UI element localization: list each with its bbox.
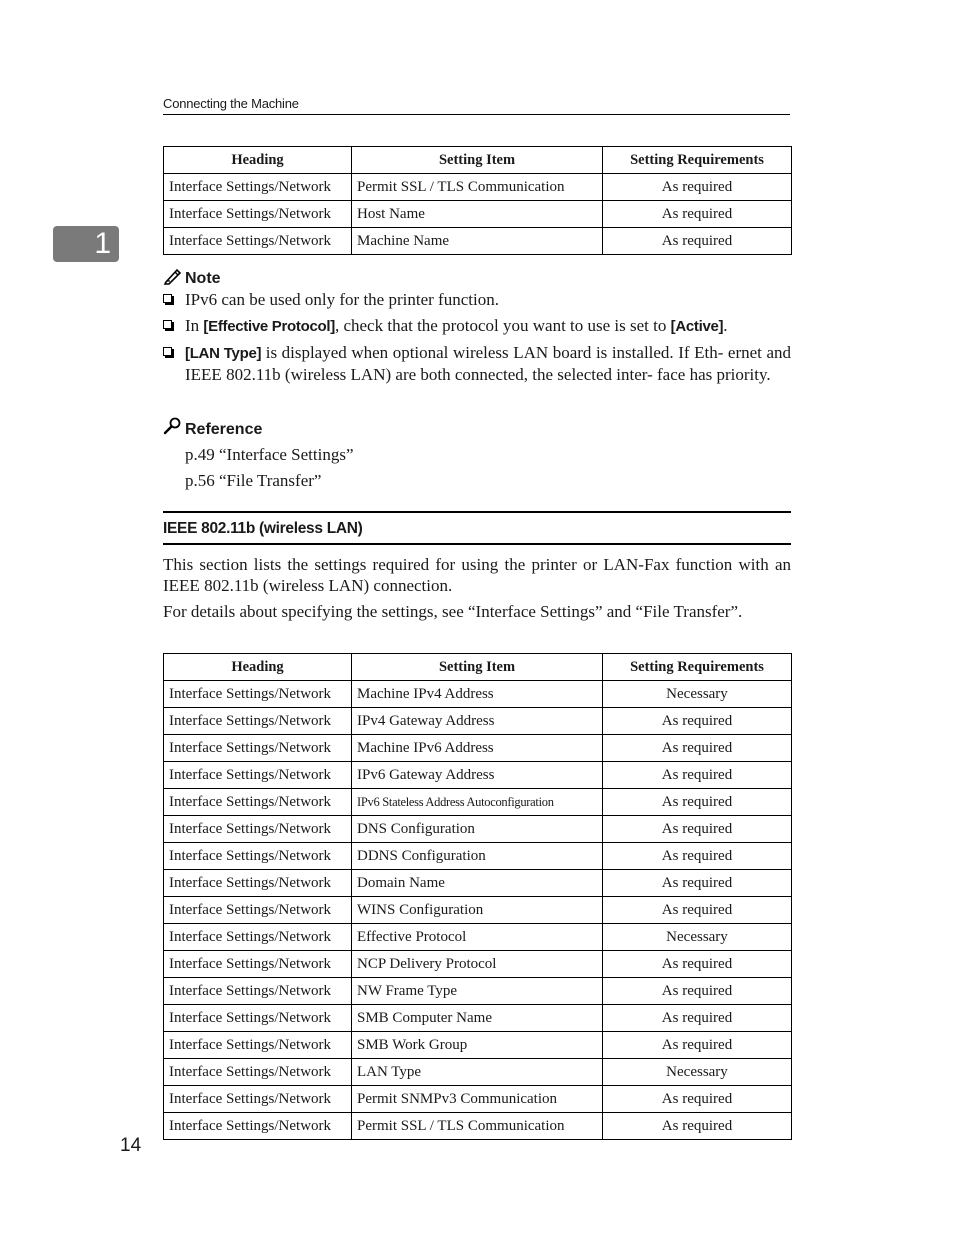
cell-requirement: As required bbox=[603, 201, 792, 228]
cell-setting-item: Domain Name bbox=[352, 870, 603, 897]
pencil-icon bbox=[163, 267, 183, 285]
cell-heading: Interface Settings/Network bbox=[164, 870, 352, 897]
table-row bbox=[164, 174, 792, 201]
note-text: is displayed when optional wireless LAN board is installed. If Eth- ernet and IEEE 802.11b (wireless LAN) are both connected, the selected inter- face has priority. bbox=[185, 343, 791, 384]
cell-requirement: As required bbox=[603, 735, 792, 762]
cell-setting-item: IPv6 Gateway Address bbox=[352, 762, 603, 789]
table-row bbox=[164, 1032, 792, 1059]
cell-requirement: As required bbox=[603, 174, 792, 201]
cell-heading: Interface Settings/Network bbox=[164, 201, 352, 228]
column-header-setting-item: Setting Item bbox=[352, 147, 603, 174]
cell-requirement: As required bbox=[603, 762, 792, 789]
cell-heading: Interface Settings/Network bbox=[164, 762, 352, 789]
table-row bbox=[164, 228, 792, 255]
table-row bbox=[164, 1059, 792, 1086]
section-body bbox=[163, 555, 791, 628]
cell-heading: Interface Settings/Network bbox=[164, 681, 352, 708]
cell-heading: Interface Settings/Network bbox=[164, 1086, 352, 1113]
table-row bbox=[164, 897, 792, 924]
note-list bbox=[163, 290, 791, 391]
cell-setting-item: NW Frame Type bbox=[352, 978, 603, 1005]
cell-requirement: As required bbox=[603, 1086, 792, 1113]
settings-table-network bbox=[163, 146, 792, 255]
cell-setting-item: Machine Name bbox=[352, 228, 603, 255]
reference-label: Reference bbox=[185, 421, 263, 438]
cell-setting-item: Host Name bbox=[352, 201, 603, 228]
cell-heading: Interface Settings/Network bbox=[164, 1032, 352, 1059]
column-header-heading: Heading bbox=[164, 654, 352, 681]
cell-heading: Interface Settings/Network bbox=[164, 843, 352, 870]
cell-setting-item: SMB Computer Name bbox=[352, 1005, 603, 1032]
note-item bbox=[163, 290, 791, 311]
cell-setting-item: DNS Configuration bbox=[352, 816, 603, 843]
cell-heading: Interface Settings/Network bbox=[164, 174, 352, 201]
table-header-row bbox=[164, 147, 792, 174]
table-row bbox=[164, 951, 792, 978]
table-row bbox=[164, 1113, 792, 1140]
cell-setting-item: IPv4 Gateway Address bbox=[352, 708, 603, 735]
checkbox-bullet-icon bbox=[163, 320, 172, 329]
cell-setting-item: Permit SSL / TLS Communication bbox=[352, 174, 603, 201]
note-item bbox=[163, 343, 791, 385]
reference-link[interactable]: p.56 “File Transfer” bbox=[185, 471, 322, 490]
page-number: 14 bbox=[120, 1135, 142, 1156]
cell-setting-item: Permit SNMPv3 Communication bbox=[352, 1086, 603, 1113]
cell-requirement: Necessary bbox=[603, 681, 792, 708]
cell-setting-item: DDNS Configuration bbox=[352, 843, 603, 870]
cell-heading: Interface Settings/Network bbox=[164, 228, 352, 255]
cell-heading: Interface Settings/Network bbox=[164, 897, 352, 924]
table-row bbox=[164, 681, 792, 708]
reference-list bbox=[185, 442, 354, 494]
column-header-setting-item: Setting Item bbox=[352, 654, 603, 681]
cell-heading: Interface Settings/Network bbox=[164, 1059, 352, 1086]
cell-heading: Interface Settings/Network bbox=[164, 1113, 352, 1140]
cell-requirement: As required bbox=[603, 1113, 792, 1140]
cell-heading: Interface Settings/Network bbox=[164, 816, 352, 843]
table-row bbox=[164, 789, 792, 816]
cell-requirement: Necessary bbox=[603, 924, 792, 951]
cell-heading: Interface Settings/Network bbox=[164, 978, 352, 1005]
reference-link[interactable]: p.49 “Interface Settings” bbox=[185, 445, 354, 464]
cell-setting-item: LAN Type bbox=[352, 1059, 603, 1086]
cell-setting-item: Permit SSL / TLS Communication bbox=[352, 1113, 603, 1140]
note-text: . bbox=[723, 316, 728, 335]
table-row bbox=[164, 708, 792, 735]
magnifier-icon bbox=[163, 417, 183, 435]
cell-setting-item: NCP Delivery Protocol bbox=[352, 951, 603, 978]
cell-requirement: As required bbox=[603, 708, 792, 735]
note-label: Note bbox=[185, 270, 221, 287]
cell-requirement: As required bbox=[603, 816, 792, 843]
cell-requirement: As required bbox=[603, 789, 792, 816]
cell-setting-item: SMB Work Group bbox=[352, 1032, 603, 1059]
column-header-heading: Heading bbox=[164, 147, 352, 174]
table-row bbox=[164, 924, 792, 951]
running-header: Connecting the Machine bbox=[163, 96, 790, 115]
section-title: IEEE 802.11b (wireless LAN) bbox=[163, 511, 791, 545]
checkbox-bullet-icon bbox=[163, 347, 172, 356]
cell-requirement: As required bbox=[603, 228, 792, 255]
cell-requirement: As required bbox=[603, 978, 792, 1005]
ui-keyword: [LAN Type] bbox=[185, 345, 262, 362]
cell-requirement: As required bbox=[603, 951, 792, 978]
table-row bbox=[164, 735, 792, 762]
table-row bbox=[164, 816, 792, 843]
checkbox-bullet-icon bbox=[163, 294, 172, 303]
cell-setting-item: WINS Configuration bbox=[352, 897, 603, 924]
note-text: IPv6 can be used only for the printer function. bbox=[185, 290, 499, 309]
cell-requirement: As required bbox=[603, 897, 792, 924]
table-row bbox=[164, 762, 792, 789]
table-header-row bbox=[164, 654, 792, 681]
chapter-tab: 1 bbox=[53, 226, 119, 262]
table-row bbox=[164, 978, 792, 1005]
settings-table-wireless bbox=[163, 653, 792, 1140]
cell-requirement: As required bbox=[603, 1032, 792, 1059]
cell-setting-item: Effective Protocol bbox=[352, 924, 603, 951]
cell-heading: Interface Settings/Network bbox=[164, 924, 352, 951]
cell-heading: Interface Settings/Network bbox=[164, 1005, 352, 1032]
note-text: , check that the protocol you want to use is set to bbox=[334, 316, 671, 335]
table-row bbox=[164, 843, 792, 870]
cell-requirement: Necessary bbox=[603, 1059, 792, 1086]
cell-heading: Interface Settings/Network bbox=[164, 789, 352, 816]
cell-requirement: As required bbox=[603, 843, 792, 870]
cell-heading: Interface Settings/Network bbox=[164, 735, 352, 762]
note-text: In bbox=[185, 316, 204, 335]
ui-keyword: [Effective Protocol] bbox=[203, 318, 335, 335]
cell-heading: Interface Settings/Network bbox=[164, 708, 352, 735]
cell-setting-item: IPv6 Stateless Address Autoconfiguration bbox=[352, 789, 603, 816]
table-row bbox=[164, 1086, 792, 1113]
note-item bbox=[163, 316, 791, 338]
cell-requirement: As required bbox=[603, 1005, 792, 1032]
paragraph: This section lists the settings required for using the printer or LAN-Fax function with an IEEE 802.11b (wireless LAN) connection. bbox=[163, 555, 791, 595]
column-header-requirements: Setting Requirements bbox=[603, 654, 792, 681]
column-header-requirements: Setting Requirements bbox=[603, 147, 792, 174]
cell-setting-item: Machine IPv6 Address bbox=[352, 735, 603, 762]
table-row bbox=[164, 870, 792, 897]
cell-setting-item: Machine IPv4 Address bbox=[352, 681, 603, 708]
cell-heading: Interface Settings/Network bbox=[164, 951, 352, 978]
table-row bbox=[164, 201, 792, 228]
cell-requirement: As required bbox=[603, 870, 792, 897]
table-row bbox=[164, 1005, 792, 1032]
ui-keyword: [Active] bbox=[670, 318, 724, 335]
paragraph: For details about specifying the settings, see “Interface Settings” and “File Transfer”. bbox=[163, 601, 743, 621]
